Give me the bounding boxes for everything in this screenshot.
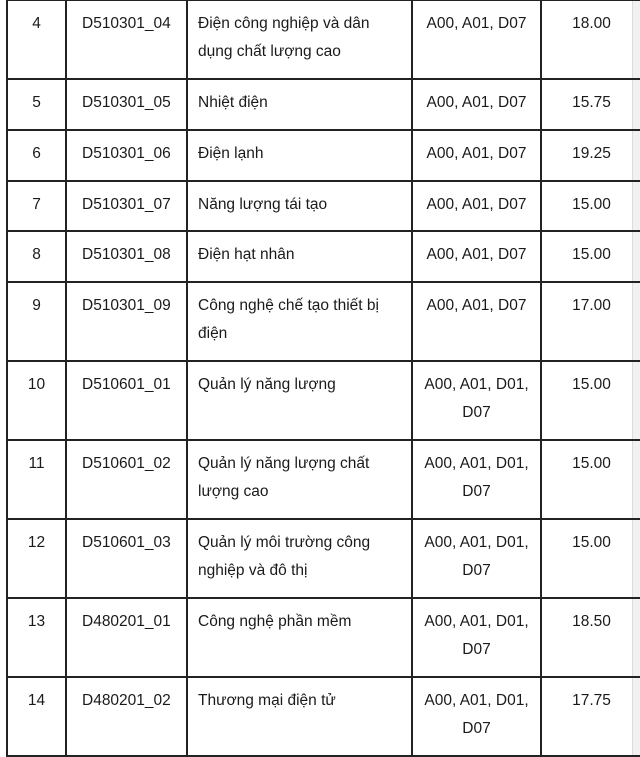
cell-subject-combinations xyxy=(412,282,541,361)
cell-major-code xyxy=(66,231,187,282)
cell-stt xyxy=(7,181,66,231)
cell-major-name xyxy=(187,282,412,361)
major-code-text: D510601_03 xyxy=(82,534,171,551)
cell-cutoff-score xyxy=(541,282,640,361)
major-code-text: D510601_01 xyxy=(82,376,171,393)
cell-major-code xyxy=(66,598,187,677)
cell-major-name xyxy=(187,0,412,79)
major-name-text: Điện lạnh xyxy=(198,145,264,162)
table-row xyxy=(7,361,640,440)
cell-cutoff-score xyxy=(541,361,640,440)
cell-subject-combinations xyxy=(412,440,541,519)
subject-combinations-text: A00, A01, D07 xyxy=(426,94,527,111)
cutoff-score-text: 17.00 xyxy=(572,297,611,314)
subject-combinations-text: A00, A01, D01, D07 xyxy=(424,534,529,579)
cell-major-code xyxy=(66,519,187,598)
cell-major-name xyxy=(187,677,412,756)
cell-cutoff-score xyxy=(541,79,640,130)
cell-major-name xyxy=(187,598,412,677)
cell-major-name xyxy=(187,519,412,598)
major-name-text: Nhiệt điện xyxy=(198,94,268,111)
table-row xyxy=(7,79,640,130)
cell-subject-combinations xyxy=(412,79,541,130)
cell-stt xyxy=(7,598,66,677)
cell-stt xyxy=(7,130,66,181)
table-row xyxy=(7,598,640,677)
cell-major-code xyxy=(66,130,187,181)
major-name-text: Năng lượng tái tạo xyxy=(198,196,328,213)
cell-subject-combinations xyxy=(412,231,541,282)
stt-text: 13 xyxy=(27,613,46,630)
major-name-text: Quản lý môi trường công nghiệp và đô thị xyxy=(198,534,371,579)
cell-major-name xyxy=(187,440,412,519)
stt-text: 7 xyxy=(32,196,41,213)
cell-stt xyxy=(7,0,66,79)
subject-combinations-text: A00, A01, D07 xyxy=(426,297,527,314)
cell-major-name xyxy=(187,130,412,181)
cutoff-score-text: 15.00 xyxy=(572,455,611,472)
major-name-text: Điện hạt nhân xyxy=(198,246,295,263)
cell-cutoff-score xyxy=(541,231,640,282)
cutoff-score-text: 15.75 xyxy=(572,94,611,111)
cell-stt xyxy=(7,677,66,756)
table-row xyxy=(7,282,640,361)
cell-major-code xyxy=(66,361,187,440)
cell-subject-combinations xyxy=(412,598,541,677)
cell-major-code xyxy=(66,79,187,130)
cutoff-score-text: 15.00 xyxy=(572,534,611,551)
cell-stt xyxy=(7,361,66,440)
cell-stt xyxy=(7,440,66,519)
cell-subject-combinations xyxy=(412,0,541,79)
major-name-text: Quản lý năng lượng xyxy=(198,376,336,393)
major-name-text: Thương mại điện tử xyxy=(198,692,336,709)
cell-major-code xyxy=(66,181,187,231)
cutoff-score-text: 18.50 xyxy=(572,613,611,630)
cell-major-name xyxy=(187,181,412,231)
major-code-text: D510301_06 xyxy=(82,145,171,162)
subject-combinations-text: A00, A01, D01, D07 xyxy=(424,692,529,737)
cutoff-score-text: 15.00 xyxy=(572,376,611,393)
subject-combinations-text: A00, A01, D07 xyxy=(426,145,527,162)
cell-subject-combinations xyxy=(412,519,541,598)
cell-stt xyxy=(7,519,66,598)
cutoff-score-text: 15.00 xyxy=(572,246,611,263)
cell-stt xyxy=(7,79,66,130)
stt-text: 12 xyxy=(27,534,46,551)
major-name-text: Công nghệ chế tạo thiết bị điện xyxy=(198,297,379,342)
major-code-text: D480201_02 xyxy=(82,692,171,709)
major-name-text: Điện công nghiệp và dân dụng chất lượng cao xyxy=(198,15,370,60)
subject-combinations-text: A00, A01, D01, D07 xyxy=(424,376,529,421)
table-row xyxy=(7,231,640,282)
subject-combinations-text: A00, A01, D01, D07 xyxy=(424,455,529,500)
cell-major-code xyxy=(66,0,187,79)
major-code-text: D510301_08 xyxy=(82,246,171,263)
table-body xyxy=(7,0,640,756)
subject-combinations-text: A00, A01, D07 xyxy=(426,15,527,32)
cell-cutoff-score xyxy=(541,677,640,756)
table-row xyxy=(7,677,640,756)
cell-cutoff-score xyxy=(541,598,640,677)
cell-major-code xyxy=(66,440,187,519)
cell-major-code xyxy=(66,677,187,756)
cell-major-name xyxy=(187,361,412,440)
major-code-text: D510301_05 xyxy=(82,94,171,111)
cutoff-score-text: 18.00 xyxy=(572,15,611,32)
stt-text: 4 xyxy=(32,15,41,32)
cell-cutoff-score xyxy=(541,440,640,519)
cell-cutoff-score xyxy=(541,181,640,231)
cutoff-score-text: 19.25 xyxy=(572,145,611,162)
major-code-text: D510301_09 xyxy=(82,297,171,314)
stt-text: 5 xyxy=(32,94,41,111)
major-code-text: D510301_07 xyxy=(82,196,171,213)
cell-stt xyxy=(7,282,66,361)
stt-text: 9 xyxy=(32,297,41,314)
major-code-text: D510301_04 xyxy=(82,15,171,32)
stt-text: 8 xyxy=(32,246,41,263)
major-name-text: Quản lý năng lượng chất lượng cao xyxy=(198,455,370,500)
cell-subject-combinations xyxy=(412,181,541,231)
table-row xyxy=(7,440,640,519)
stt-text: 6 xyxy=(32,145,41,162)
table-row xyxy=(7,0,640,79)
table-row xyxy=(7,130,640,181)
cell-major-name xyxy=(187,231,412,282)
table-row xyxy=(7,181,640,231)
major-code-text: D510601_02 xyxy=(82,455,171,472)
stt-text: 14 xyxy=(27,692,46,709)
cell-cutoff-score xyxy=(541,0,640,79)
cutoff-score-text: 15.00 xyxy=(572,196,611,213)
cell-stt xyxy=(7,231,66,282)
cell-major-name xyxy=(187,79,412,130)
cell-subject-combinations xyxy=(412,130,541,181)
cell-subject-combinations xyxy=(412,677,541,756)
admission-scores-table-container xyxy=(6,0,640,757)
cell-cutoff-score xyxy=(541,519,640,598)
major-code-text: D480201_01 xyxy=(82,613,171,630)
cell-cutoff-score xyxy=(541,130,640,181)
subject-combinations-text: A00, A01, D07 xyxy=(426,196,527,213)
major-name-text: Công nghệ phần mềm xyxy=(198,613,352,630)
stt-text: 11 xyxy=(28,455,45,472)
subject-combinations-text: A00, A01, D01, D07 xyxy=(424,613,529,658)
admission-scores-table xyxy=(6,0,640,757)
cutoff-score-text: 17.75 xyxy=(572,692,611,709)
table-row xyxy=(7,519,640,598)
subject-combinations-text: A00, A01, D07 xyxy=(426,246,527,263)
cell-subject-combinations xyxy=(412,361,541,440)
stt-text: 10 xyxy=(27,376,46,393)
cell-major-code xyxy=(66,282,187,361)
